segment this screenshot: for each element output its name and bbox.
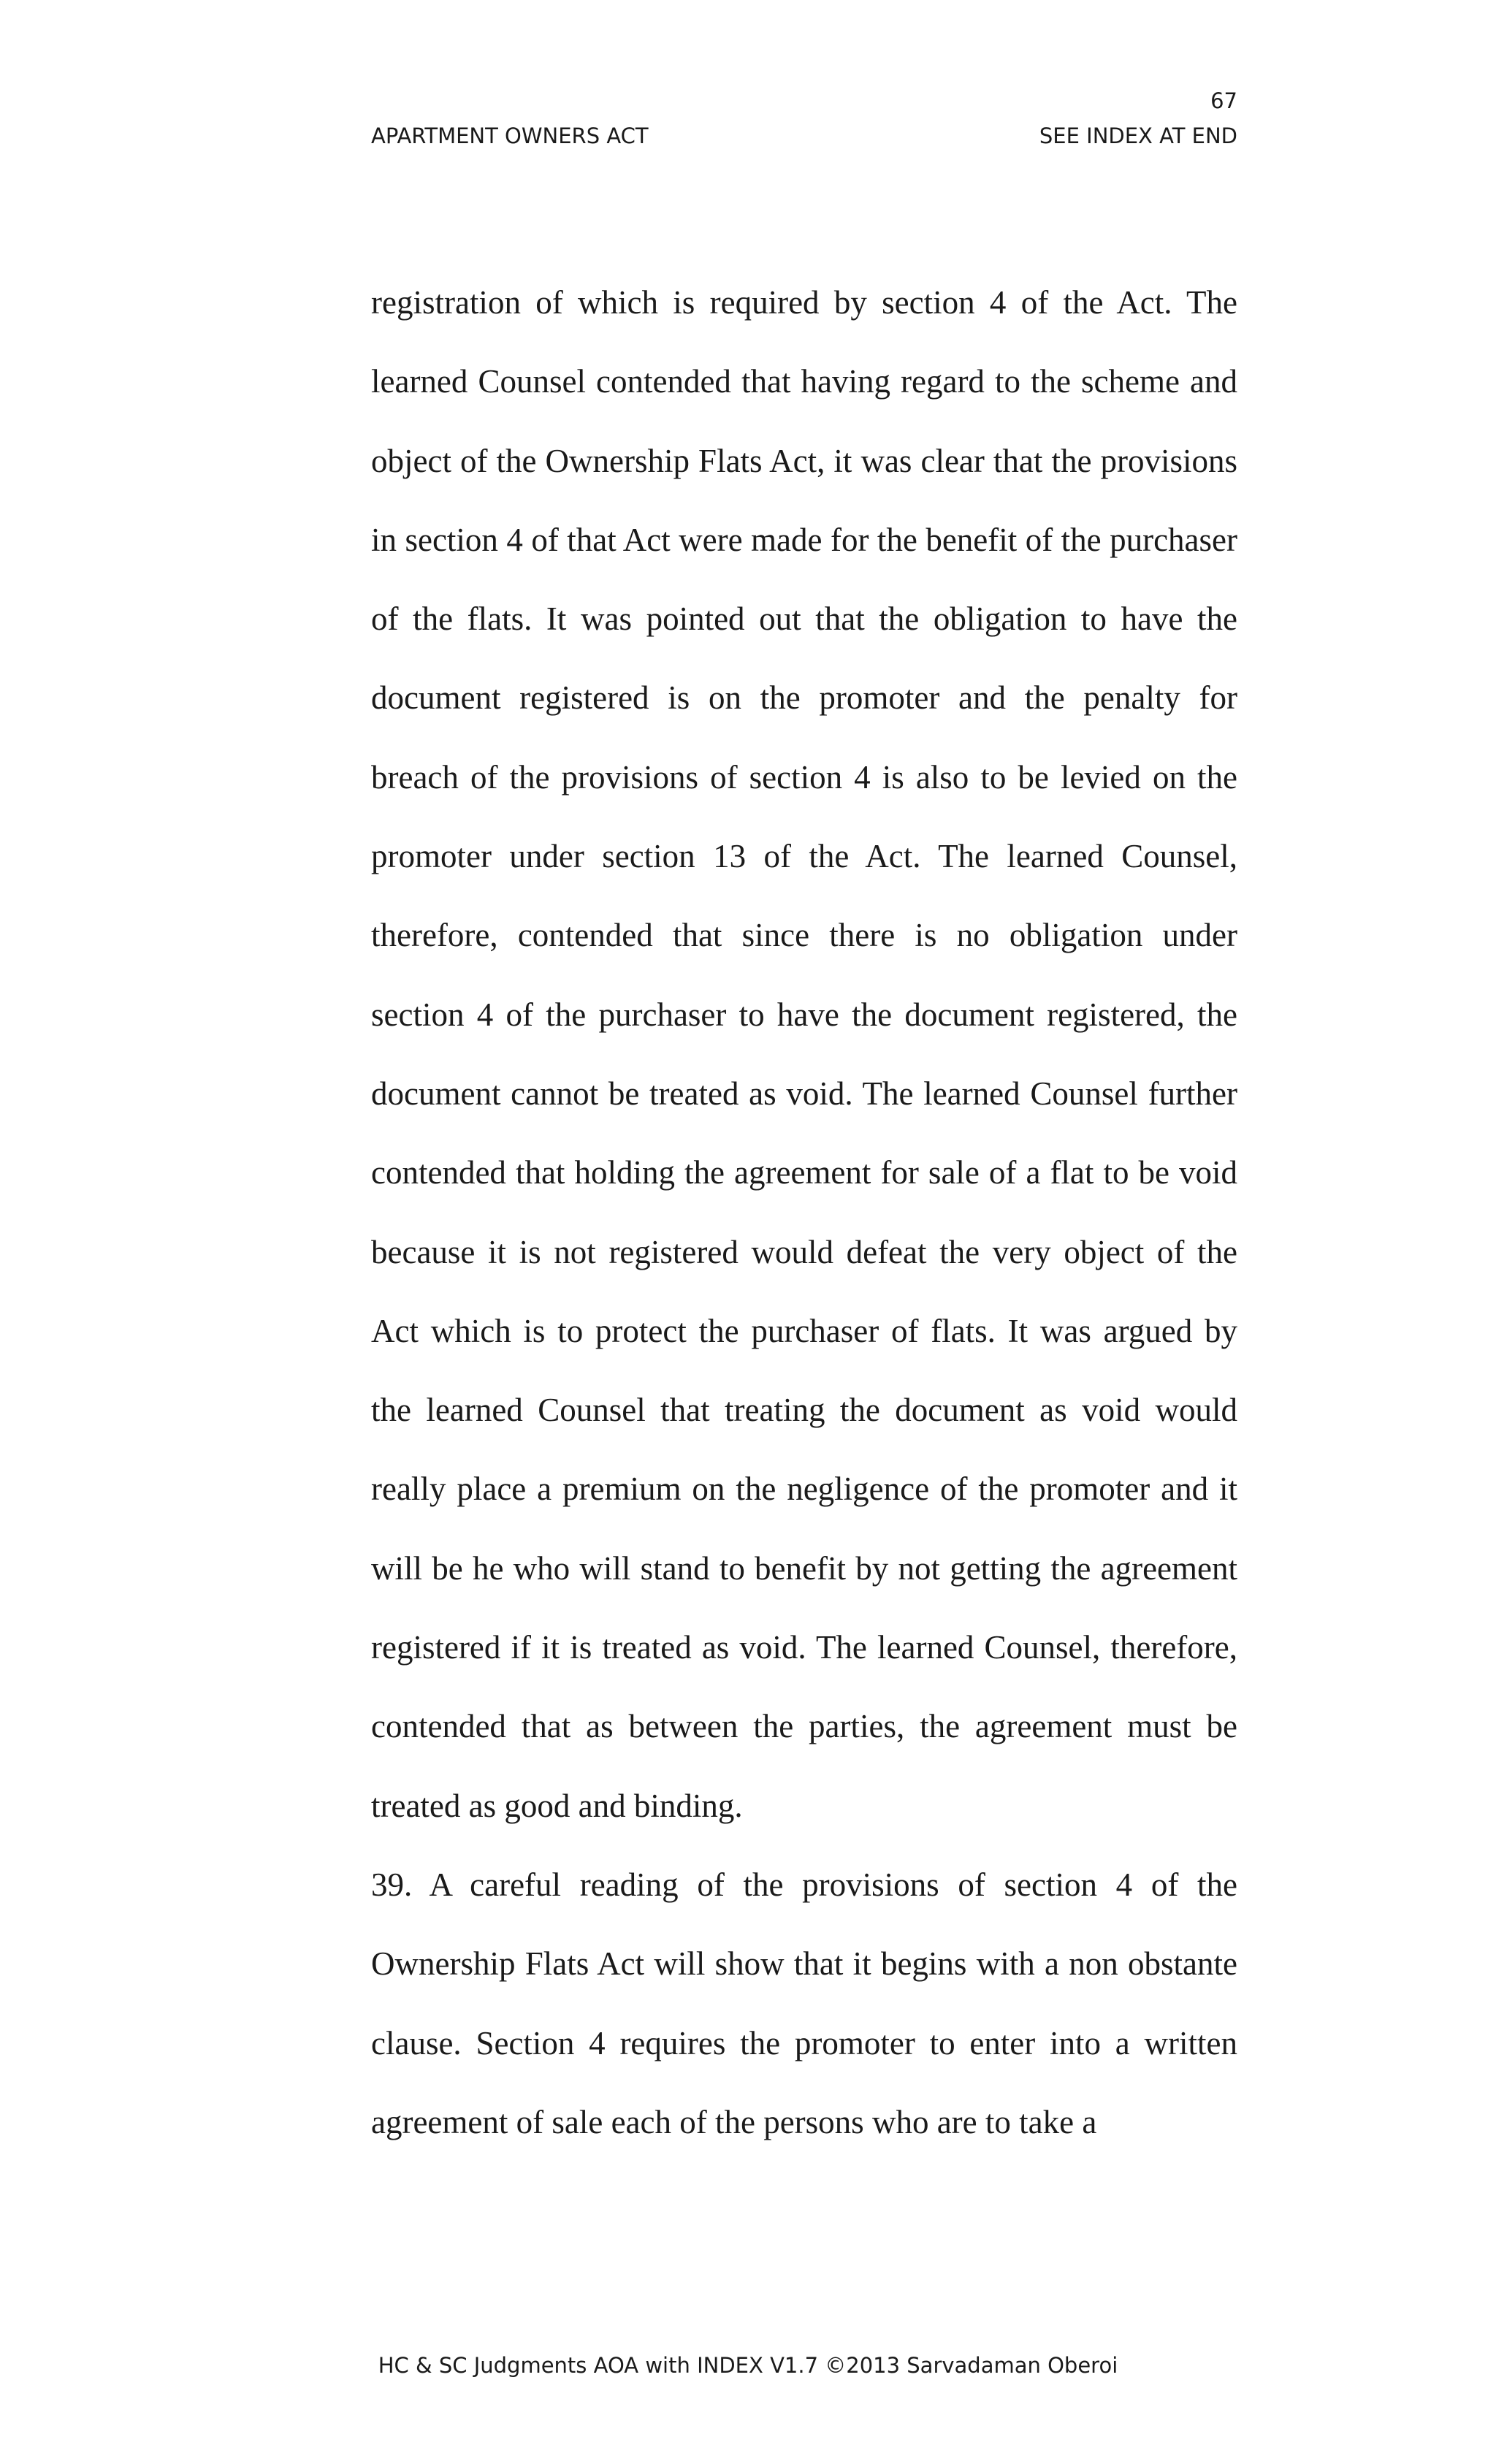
page-number: 67: [1210, 88, 1237, 113]
paragraph-39: 39. A careful reading of the provisions of section 4 of the Ownership Flats Act will show that it begins with a non obstante clause. Section 4 requires the promoter to enter into a written agreement of sale each of the persons who are to take a: [371, 1866, 1237, 2140]
running-header-title: APARTMENT OWNERS ACT: [371, 123, 649, 148]
page-footer: HC & SC Judgments AOA with INDEX V1.7 ©2013 Sarvadaman Oberoi: [378, 2353, 1118, 2378]
judgment-body: [371, 263, 1237, 2162]
paragraph-counsel-arguments: registration of which is required by section 4 of the Act. The learned Counsel contended that having regard to the scheme and object of the Ownership Flats Act, it was clear that the provisions in section 4 of that Act were made for the benefit of the purchaser of the flats. It was pointed out that the obligation to have the document registered is on the promoter and the penalty for breach of the provisions of section 4 is also to be levied on the promoter under section 13 of the Act. The learned Counsel, therefore, contended that since there is no obligation under section 4 of the purchaser to have the document registered, the document cannot be treated as void. The learned Counsel further contended that holding the agreement for sale of a flat to be void because it is not registered would defeat the very object of the Act which is to protect the purchaser of flats. It was argued by the learned Counsel that treating the document as void would really place a premium on the negligence of the promoter and it will be he who will stand to benefit by not getting the agreement registered if it is treated as void. The learned Counsel, therefore, contended that as between the parties, the agreement must be treated as good and binding.: [371, 284, 1237, 1824]
running-header-index-note: SEE INDEX AT END: [1039, 123, 1237, 148]
